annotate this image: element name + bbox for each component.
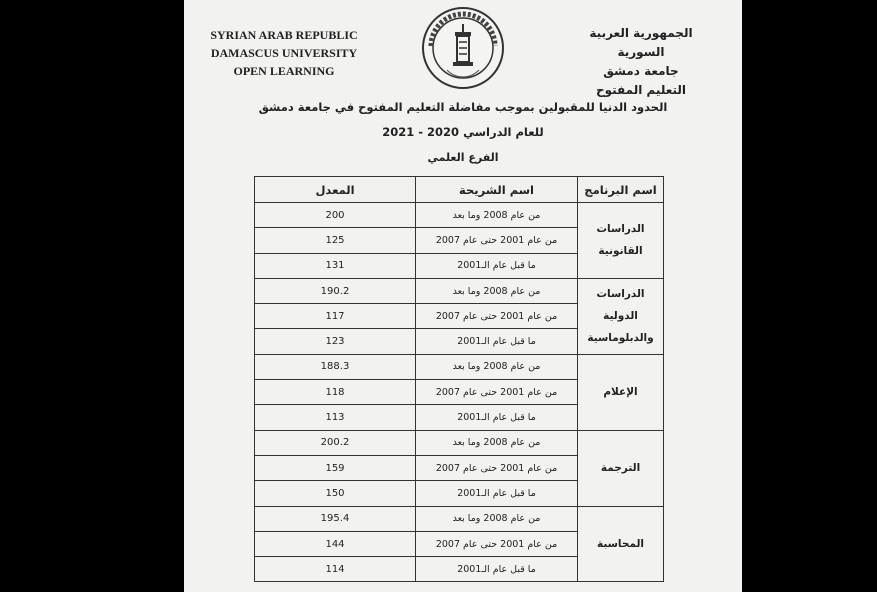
- segment-cell: من عام 2008 وما بعد: [416, 506, 578, 531]
- segment-cell: ما قبل عام الـ2001: [416, 329, 578, 354]
- header-segment: اسم الشريحة: [416, 177, 578, 203]
- header-average: المعدل: [255, 177, 416, 203]
- document-page: [184, 0, 742, 592]
- header-program: اسم البرنامج: [578, 177, 664, 203]
- segment-cell: من عام 2008 وما بعد: [416, 203, 578, 228]
- segment-cell: ما قبل عام الـ2001: [416, 557, 578, 582]
- average-cell: 195.4: [255, 506, 416, 531]
- average-cell: 144: [255, 531, 416, 556]
- segment-cell: ما قبل عام الـ2001: [416, 481, 578, 506]
- table-row: [255, 354, 664, 379]
- segment-cell: من عام 2001 حتى عام 2007: [416, 380, 578, 405]
- average-cell: 188.3: [255, 354, 416, 379]
- average-cell: 117: [255, 304, 416, 329]
- english-letterhead: [204, 26, 364, 80]
- table-row: [255, 278, 664, 303]
- minimum-scores-table: [254, 176, 664, 582]
- table-row: [255, 506, 664, 531]
- university-seal-icon: [421, 6, 505, 90]
- segment-cell: من عام 2008 وما بعد: [416, 278, 578, 303]
- average-cell: 159: [255, 455, 416, 480]
- average-cell: 190.2: [255, 278, 416, 303]
- average-cell: 131: [255, 253, 416, 278]
- branch-label: الفرع العلمي: [427, 151, 499, 164]
- english-line-university: DAMASCUS UNIVERSITY: [210, 46, 358, 60]
- table-header-row: [255, 177, 664, 203]
- segment-cell: ما قبل عام الـ2001: [416, 253, 578, 278]
- arabic-letterhead: [566, 24, 716, 100]
- table-row: [255, 430, 664, 455]
- segment-cell: من عام 2001 حتى عام 2007: [416, 304, 578, 329]
- average-cell: 125: [255, 228, 416, 253]
- table-row: [255, 203, 664, 228]
- program-name: الإعلام: [578, 354, 664, 430]
- segment-cell: من عام 2008 وما بعد: [416, 430, 578, 455]
- average-cell: 150: [255, 481, 416, 506]
- average-cell: 200: [255, 203, 416, 228]
- program-name: الدراسات الدولية والدبلوماسية: [578, 278, 664, 354]
- arabic-line-department: التعليم المفتوح: [595, 83, 687, 97]
- english-line-country: SYRIAN ARAB REPUBLIC: [210, 28, 358, 42]
- arabic-line-country: الجمهورية العربية السورية: [589, 26, 693, 59]
- program-name: الترجمة: [578, 430, 664, 506]
- program-name: المحاسبة: [578, 506, 664, 582]
- average-cell: 123: [255, 329, 416, 354]
- segment-cell: من عام 2001 حتى عام 2007: [416, 455, 578, 480]
- average-cell: 200.2: [255, 430, 416, 455]
- average-cell: 114: [255, 557, 416, 582]
- english-line-department: OPEN LEARNING: [233, 64, 335, 78]
- segment-cell: ما قبل عام الـ2001: [416, 405, 578, 430]
- academic-year: للعام الدراسي 2020 - 2021: [382, 125, 544, 139]
- arabic-line-university: جامعة دمشق: [603, 64, 679, 78]
- document-title: الحدود الدنيا للمقبولين بموجب مفاضلة التعليم المفتوح في جامعة دمشق: [258, 100, 668, 114]
- program-name: الدراسات القانونية: [578, 203, 664, 279]
- average-cell: 118: [255, 380, 416, 405]
- segment-cell: من عام 2008 وما بعد: [416, 354, 578, 379]
- segment-cell: من عام 2001 حتى عام 2007: [416, 228, 578, 253]
- segment-cell: من عام 2001 حتى عام 2007: [416, 531, 578, 556]
- average-cell: 113: [255, 405, 416, 430]
